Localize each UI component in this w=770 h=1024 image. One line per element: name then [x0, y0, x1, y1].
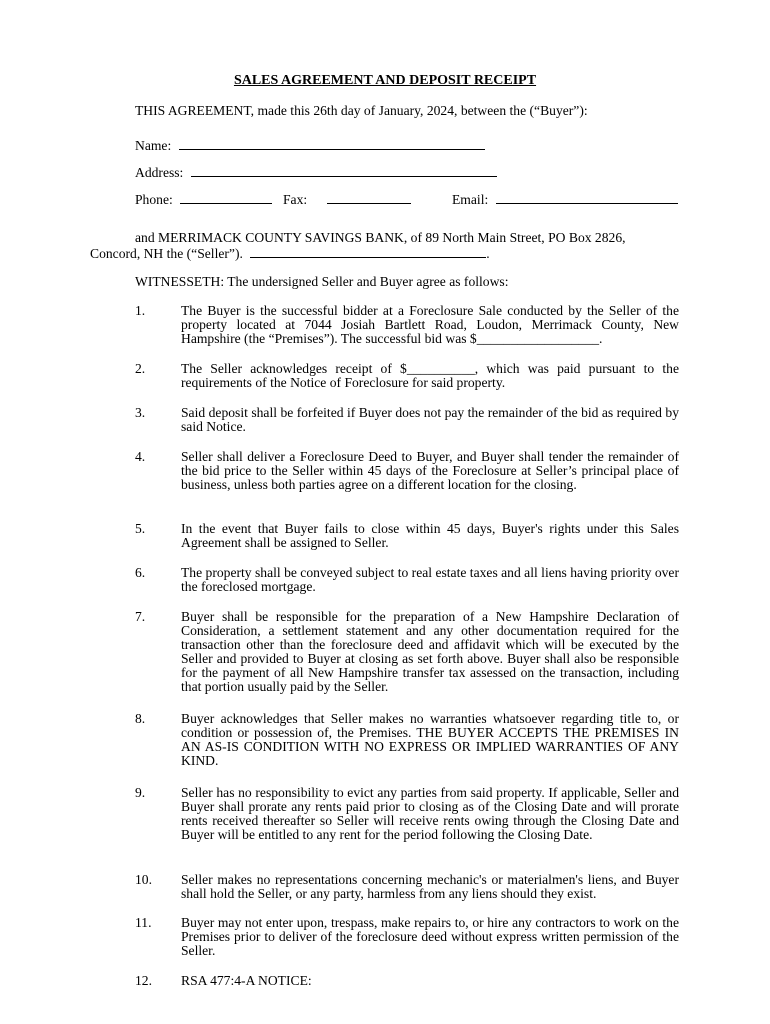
fax-row — [283, 191, 411, 207]
clause-number: 7. — [135, 609, 146, 624]
name-row — [135, 137, 485, 153]
seller-line-1: and MERRIMACK COUNTY SAVINGS BANK, of 89 North Main Street, PO Box 2826, — [135, 230, 626, 245]
clause-number: 9. — [135, 785, 146, 800]
seller-blank-field[interactable] — [250, 245, 486, 258]
clause-number: 3. — [135, 405, 146, 420]
clause-text: In the event that Buyer fails to close within 45 days, Buyer's rights under this Sales Agreement shall be assigned to Seller. — [181, 521, 679, 550]
clause-number: 5. — [135, 521, 146, 536]
email-field[interactable] — [496, 191, 678, 204]
name-field[interactable] — [179, 137, 485, 150]
clause-text: RSA 477:4-A NOTICE: — [181, 973, 312, 988]
phone-row — [135, 191, 272, 207]
clause-text: The Seller acknowledges receipt of $__________, which was paid pursuant to the requirements of the Notice of Foreclosure for said property. — [181, 361, 679, 390]
clause-number: 1. — [135, 303, 146, 318]
witnesseth-line: WITNESSETH: The undersigned Seller and Buyer agree as follows: — [135, 274, 509, 289]
clause-number: 12. — [135, 973, 152, 988]
clause-number: 2. — [135, 361, 146, 376]
clause-text: Seller makes no representations concerning mechanic's or materialmen's liens, and Buyer shall hold the Seller, or any party, harmless from any liens should they exist. — [181, 872, 679, 901]
clause-number: 11. — [135, 915, 152, 930]
clause-number: 4. — [135, 449, 146, 464]
clause-text: The property shall be conveyed subject to real estate taxes and all liens having priority over the foreclosed mortgage. — [181, 565, 679, 594]
clause-text: Seller has no responsibility to evict any parties from said property. If applicable, Seller and Buyer shall prorate any rents paid prior to closing as of the Closing Date and will prorate rents received thereafter so Seller will receive rents owing through the Closing Date and Buyer will be entitled to any rent for the period following the Closing Date. — [181, 785, 679, 842]
clause-number: 6. — [135, 565, 146, 580]
clause-text: Buyer acknowledges that Seller makes no warranties whatsoever regarding title to, or condition or possession of, the Premises. THE BUYER ACCEPTS THE PREMISES IN AN AS-IS CONDITION WITH NO EXPRESS OR IMPLIED WARRANTIES OF ANY KIND. — [181, 711, 679, 768]
clause-text: Said deposit shall be forfeited if Buyer does not pay the remainder of the bid as required by said Notice. — [181, 405, 679, 434]
clause-number: 10. — [135, 872, 152, 887]
address-row — [135, 164, 497, 180]
email-row — [452, 191, 678, 207]
clause-text: Buyer may not enter upon, trespass, make repairs to, or hire any contractors to work on the Premises prior to deliver of the foreclosure deed without express written permission of the Seller. — [181, 915, 679, 958]
clause-number: 8. — [135, 711, 146, 726]
seller-line-2-text: Concord, NH the (“Seller”). — [90, 246, 243, 261]
email-label: Email: — [452, 192, 489, 207]
seller-line-2 — [90, 245, 490, 261]
name-label: Name: — [135, 138, 172, 153]
intro-line: THIS AGREEMENT, made this 26th day of January, 2024, between the (“Buyer”): — [135, 103, 588, 118]
clause-text: Seller shall deliver a Foreclosure Deed to Buyer, and Buyer shall tender the remainder of the bid price to the Seller within 45 days of the Foreclosure at Seller’s principal place of business, unless both parties agree on a different location for the closing. — [181, 449, 679, 492]
address-label: Address: — [135, 165, 184, 180]
clause-text: Buyer shall be responsible for the preparation of a New Hampshire Declaration of Consideration, a settlement statement and any other documentation required for the transaction other than the foreclosure deed and affidavit which will be executed by the Seller and provided to Buyer at closing as set forth above. Buyer shall also be responsible for the payment of all New Hampshire transfer tax assessed on the transaction, including that portion usually paid by the Seller. — [181, 609, 679, 694]
seller-line-2-end: . — [486, 246, 490, 261]
address-field[interactable] — [191, 164, 497, 177]
phone-field[interactable] — [180, 191, 272, 204]
phone-label: Phone: — [135, 192, 173, 207]
document-title: SALES AGREEMENT AND DEPOSIT RECEIPT — [233, 73, 537, 88]
fax-label: Fax: — [283, 192, 308, 207]
clause-text: The Buyer is the successful bidder at a Foreclosure Sale conducted by the Seller of the property located at 7044 Josiah Bartlett Road, Loudon, Merrimack County, New Hampshire (the “Premises”). The successful bid was $__________________. — [181, 303, 679, 346]
fax-field[interactable] — [327, 191, 411, 204]
